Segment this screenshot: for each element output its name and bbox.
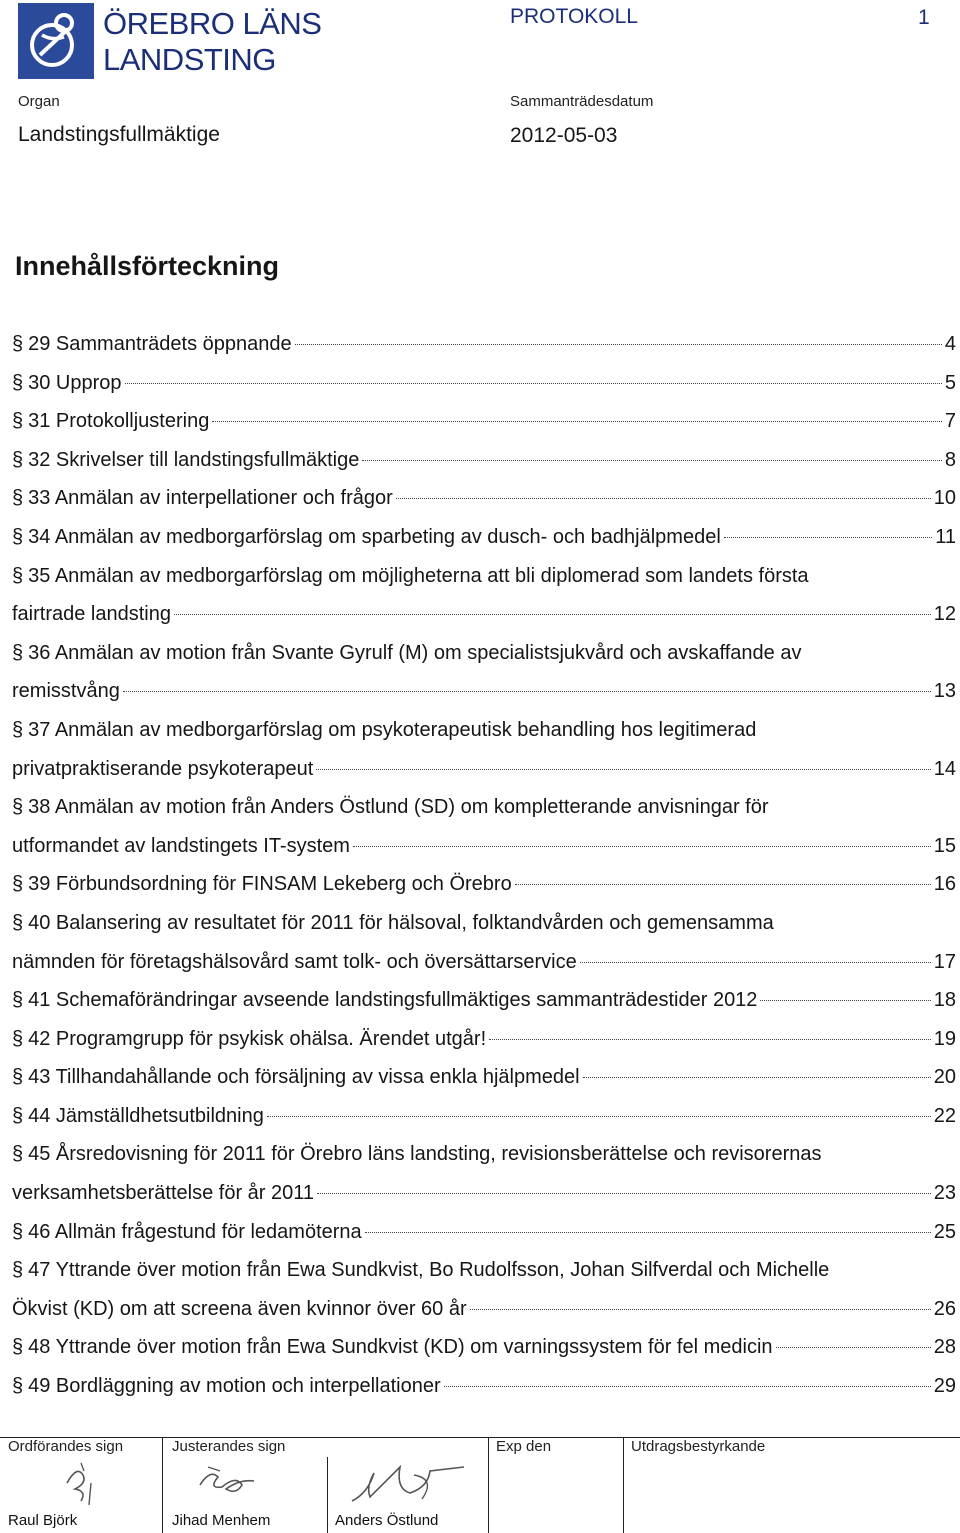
- toc-entry-line: [12, 1174, 956, 1213]
- toc-entry-line: [12, 904, 956, 943]
- section-sign: §: [12, 989, 24, 1012]
- chair-signature-label: Ordförandes sign: [8, 1438, 124, 1455]
- toc-page-number: 4: [944, 333, 956, 355]
- section-sign: §: [12, 1104, 24, 1127]
- toc-page-number: 18: [933, 989, 956, 1012]
- toc-entry-line: [12, 441, 956, 480]
- section-sign: §: [12, 911, 24, 934]
- toc-page-number: 14: [933, 757, 956, 780]
- toc-entry-title: 38 Anmälan av motion från Anders Östlund (SD) om kompletterande anvisningar för: [28, 796, 769, 819]
- adjuster1-name: Jihad Menhem: [172, 1512, 271, 1529]
- toc-entry: [12, 981, 956, 1020]
- organization-name-line-1: ÖREBRO LÄNS: [103, 6, 322, 41]
- toc-page-number: 29: [933, 1375, 956, 1398]
- toc-entry-title: verksamhetsberättelse för år 2011: [12, 1182, 315, 1205]
- section-sign: §: [12, 487, 24, 510]
- toc-entry-line: [12, 1328, 956, 1367]
- toc-page-number: 22: [933, 1104, 956, 1127]
- toc-entry-title: 32 Skrivelser till landstingsfullmäktige: [28, 448, 360, 471]
- section-sign: §: [12, 1375, 24, 1398]
- toc-entry: [12, 1213, 956, 1252]
- toc-entry-line: [12, 364, 956, 403]
- toc-page-number: 7: [944, 410, 956, 433]
- organ-label: Organ: [18, 93, 60, 110]
- toc-entry: [12, 1020, 956, 1059]
- toc-entry-line: [12, 711, 956, 750]
- toc-page-number: 13: [933, 680, 956, 703]
- toc-leader-dots: [267, 1116, 931, 1117]
- toc-entry: [12, 1097, 956, 1136]
- toc-page-number: 17: [933, 950, 956, 973]
- toc-entry-title: 35 Anmälan av medborgarförslag om möjligheterna att bli diplomerad som landets första: [28, 564, 809, 587]
- toc-entry-title: 41 Schemaförändringar avseende landstingsfullmäktiges sammanträdestider 2012: [28, 989, 758, 1012]
- toc-leader-dots: [295, 344, 942, 345]
- toc-leader-dots: [212, 421, 942, 422]
- toc-entry: [12, 1251, 956, 1328]
- toc-entry: [12, 1135, 956, 1212]
- toc-entry-title: nämnden för företagshälsovård samt tolk- och översättarservice: [12, 950, 577, 973]
- toc-page-number: 5: [944, 371, 956, 394]
- toc-entry: [12, 788, 956, 865]
- toc-entry-line: [12, 1213, 956, 1252]
- chair-name: Raul Björk: [8, 1512, 78, 1529]
- toc-page-number: 25: [933, 1220, 956, 1243]
- toc-entry-title: 42 Programgrupp för psykisk ohälsa. Ärendet utgår!: [28, 1027, 487, 1050]
- toc-leader-dots: [396, 498, 931, 499]
- toc-entry-title: 34 Anmälan av medborgarförslag om sparbeting av dusch- och badhjälpmedel: [28, 525, 721, 548]
- toc-entry-title: 45 Årsredovisning för 2011 för Örebro läns landsting, revisionsberättelse och revisorernas: [28, 1143, 822, 1166]
- signature-column-divider: [327, 1457, 328, 1533]
- toc-leader-dots: [362, 460, 942, 461]
- toc-leader-dots: [353, 846, 931, 847]
- toc-page-number: 23: [933, 1182, 956, 1205]
- adjuster2-handwritten-signature: [344, 1453, 484, 1513]
- toc-leader-dots: [515, 884, 931, 885]
- toc-entry: [12, 364, 956, 403]
- toc-entry-line: [12, 1020, 956, 1059]
- toc-entry-title: 48 Yttrande över motion från Ewa Sundkvist (KD) om varningssystem för fel medicin: [28, 1336, 773, 1359]
- section-sign: §: [12, 873, 24, 896]
- section-sign: §: [12, 564, 24, 587]
- toc-list: [12, 325, 956, 1406]
- adjuster1-handwritten-signature: [196, 1455, 256, 1505]
- toc-entry-line: [12, 325, 956, 364]
- toc-leader-dots: [365, 1232, 931, 1233]
- organ-value: Landstingsfullmäktige: [18, 123, 220, 146]
- toc-entry-title: Ökvist (KD) om att screena även kvinnor över 60 år: [12, 1297, 467, 1320]
- toc-entry: [12, 325, 956, 364]
- toc-entry-title: 39 Förbundsordning för FINSAM Lekeberg och Örebro: [28, 873, 512, 896]
- toc-leader-dots: [489, 1039, 931, 1040]
- toc-entry-title: 36 Anmälan av motion från Svante Gyrulf (M) om specialistsjukvård och avskaffande av: [28, 641, 802, 664]
- toc-entry: [12, 1058, 956, 1097]
- toc-leader-dots: [580, 962, 931, 963]
- toc-leader-dots: [125, 383, 942, 384]
- toc-entry-line: [12, 672, 956, 711]
- toc-entry-title: 31 Protokolljustering: [28, 410, 210, 433]
- toc-page-number: 10: [933, 487, 956, 510]
- toc-entry-title: 44 Jämställdhetsutbildning: [28, 1104, 264, 1127]
- toc-entry: [12, 634, 956, 711]
- chair-signature-box: [2, 1437, 162, 1533]
- section-sign: §: [12, 410, 24, 433]
- toc-entry-line: [12, 1135, 956, 1174]
- section-sign: §: [12, 796, 24, 819]
- toc-leader-dots: [317, 1193, 931, 1194]
- toc-entry-title: utformandet av landstingets IT-system: [12, 834, 350, 857]
- landsting-logo: [18, 3, 94, 79]
- organization-name-line-2: LANDSTING: [103, 42, 276, 77]
- expedition-box: [490, 1437, 622, 1533]
- toc-leader-dots: [724, 537, 932, 538]
- extract-certification-box: [625, 1437, 955, 1533]
- meeting-date-value: 2012-05-03: [510, 124, 618, 147]
- toc-entry-line: [12, 1097, 956, 1136]
- section-sign: §: [12, 1143, 24, 1166]
- page-number: 1: [918, 6, 930, 29]
- document-type: PROTOKOLL: [510, 5, 638, 28]
- toc-leader-dots: [174, 614, 931, 615]
- toc-page-number: 15: [933, 834, 956, 857]
- organization-name: [103, 6, 321, 78]
- toc-entry-title: 49 Bordläggning av motion och interpellationer: [28, 1375, 441, 1398]
- section-sign: §: [12, 718, 24, 741]
- toc-entry-title: fairtrade landsting: [12, 603, 171, 626]
- toc-entry-title: 40 Balansering av resultatet för 2011 för hälsoval, folktandvården och gemensamma: [28, 911, 774, 934]
- toc-entry: [12, 557, 956, 634]
- toc-entry-title: 30 Upprop: [28, 371, 122, 394]
- toc-leader-dots: [776, 1347, 931, 1348]
- extract-certification-label: Utdragsbestyrkande: [631, 1438, 766, 1455]
- expedition-label: Exp den: [496, 1438, 552, 1455]
- adjusters-signature-label: Justerandes sign: [172, 1438, 286, 1455]
- section-sign: §: [12, 1027, 24, 1050]
- section-sign: §: [12, 1066, 24, 1089]
- toc-entry-line: [12, 750, 956, 789]
- toc-leader-dots: [760, 1000, 930, 1001]
- toc-entry-line: [12, 634, 956, 673]
- adjuster-signature-box-1: [166, 1437, 326, 1533]
- toc-entry-line: [12, 1290, 956, 1329]
- toc-entry-line: [12, 1367, 956, 1406]
- toc-entry-line: [12, 1058, 956, 1097]
- toc-leader-dots: [123, 691, 931, 692]
- toc-entry-line: [12, 981, 956, 1020]
- toc-page-number: 8: [944, 448, 956, 471]
- toc-page-number: 26: [933, 1297, 956, 1320]
- toc-entry-title: privatpraktiserande psykoterapeut: [12, 757, 314, 780]
- toc-entry: [12, 441, 956, 480]
- toc-entry-line: [12, 827, 956, 866]
- section-sign: §: [12, 333, 24, 355]
- toc-entry: [12, 479, 956, 518]
- section-sign: §: [12, 1336, 24, 1359]
- toc-leader-dots: [316, 769, 930, 770]
- toc-entry: [12, 1328, 956, 1367]
- toc-entry-line: [12, 595, 956, 634]
- section-sign: §: [12, 525, 24, 548]
- toc-entry-title: 43 Tillhandahållande och försäljning av vissa enkla hjälpmedel: [28, 1066, 580, 1089]
- section-sign: §: [12, 1220, 24, 1243]
- toc-leader-dots: [583, 1077, 931, 1078]
- toc-title: Innehållsförteckning: [15, 251, 280, 281]
- section-sign: §: [12, 1259, 24, 1282]
- adjuster-signature-box-2: [329, 1437, 487, 1533]
- signature-column-divider: [488, 1437, 489, 1533]
- toc-page-number: 20: [933, 1066, 956, 1089]
- toc-page-number: 12: [933, 603, 956, 626]
- toc-entry-line: [12, 518, 956, 557]
- adjuster2-name: Anders Östlund: [335, 1512, 439, 1529]
- toc-entry-line: [12, 402, 956, 441]
- toc-entry-line: [12, 1251, 956, 1290]
- toc-leader-dots: [470, 1309, 931, 1310]
- toc-entry-title: 29 Sammanträdets öppnande: [28, 333, 292, 355]
- toc-page-number: 16: [933, 873, 956, 896]
- toc-entry: [12, 865, 956, 904]
- toc-entry-title: 37 Anmälan av medborgarförslag om psykoterapeutisk behandling hos legitimerad: [28, 718, 757, 741]
- section-sign: §: [12, 371, 24, 394]
- emblem-icon: [18, 3, 94, 79]
- toc-page-number: 19: [933, 1027, 956, 1050]
- toc-entry: [12, 1367, 956, 1406]
- toc-entry-line: [12, 865, 956, 904]
- toc-page-number: 11: [935, 525, 956, 548]
- toc-entry: [12, 402, 956, 441]
- toc-entry-title: 47 Yttrande över motion från Ewa Sundkvist, Bo Rudolfsson, Johan Silfverdal och Michelle: [28, 1259, 830, 1282]
- toc-entry: [12, 518, 956, 557]
- signature-column-divider: [162, 1437, 163, 1533]
- toc-entry-line: [12, 788, 956, 827]
- toc-entry-line: [12, 479, 956, 518]
- section-sign: §: [12, 448, 24, 471]
- toc-entry-line: [12, 557, 956, 596]
- toc-entry-line: [12, 943, 956, 982]
- meeting-date-label: Sammanträdesdatum: [510, 93, 654, 110]
- toc-entry: [12, 904, 956, 981]
- toc-entry-title: remisstvång: [12, 680, 120, 703]
- section-sign: §: [12, 641, 24, 664]
- chair-handwritten-signature: [57, 1453, 117, 1511]
- signature-column-divider: [623, 1437, 624, 1533]
- toc-entry: [12, 711, 956, 788]
- toc-entry-title: 46 Allmän frågestund för ledamöterna: [28, 1220, 362, 1243]
- toc-entry-title: 33 Anmälan av interpellationer och frågor: [28, 487, 393, 510]
- toc-page-number: 28: [933, 1336, 956, 1359]
- toc-leader-dots: [444, 1386, 931, 1387]
